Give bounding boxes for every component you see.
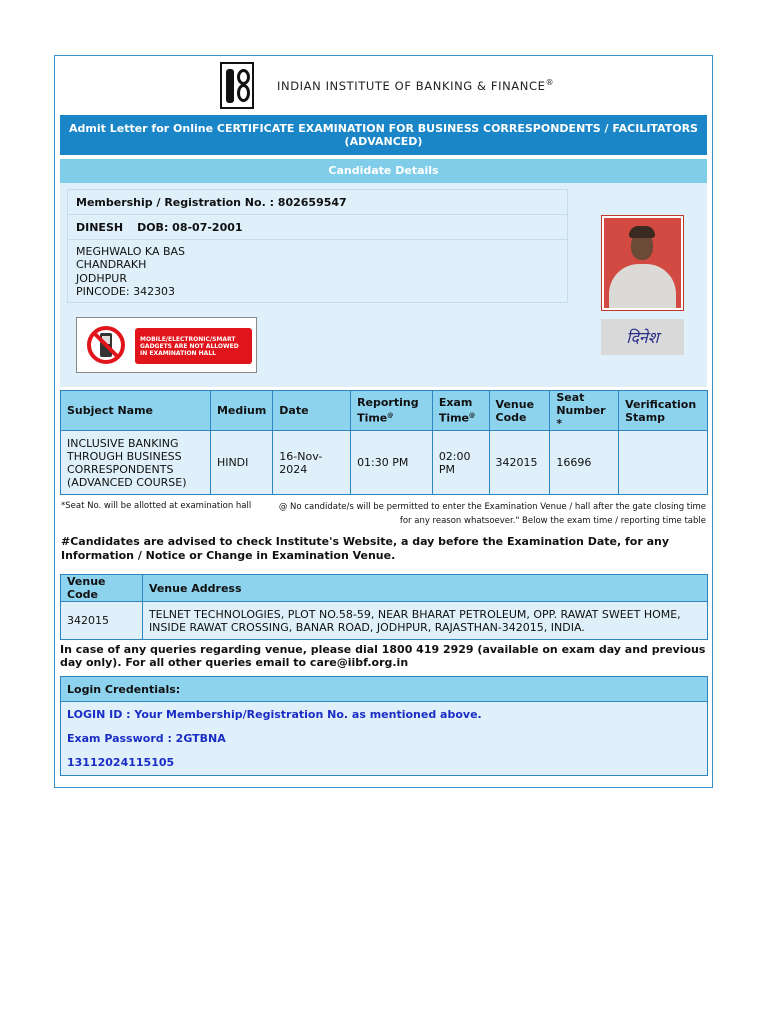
candidate-signature: दिनेश bbox=[601, 319, 684, 355]
subject-name-cell: INCLUSIVE BANKING THROUGH BUSINESS CORRESPONDENTS (ADVANCED COURSE) bbox=[61, 431, 211, 495]
candidate-panel bbox=[60, 159, 707, 387]
venue-code-cell: 342015 bbox=[61, 602, 143, 640]
gadget-warning-label: MOBILE/ELECTRONIC/SMART GADGETS ARE NOT ALLOWED IN EXAMINATION HALL bbox=[135, 328, 252, 364]
login-id: LOGIN ID : Your Membership/Registration No. as mentioned above. bbox=[61, 702, 707, 727]
col-subject-name: Subject Name bbox=[61, 391, 211, 431]
venue-code-cell: 342015 bbox=[489, 431, 550, 495]
exam-password: Exam Password : 2GTBNA bbox=[61, 726, 707, 751]
col-venue-code: Venue Code bbox=[489, 391, 550, 431]
medium-cell: HINDI bbox=[210, 431, 272, 495]
col-medium: Medium bbox=[210, 391, 272, 431]
gate-closing-note: @ No candidate/s will be permitted to enter the Examination Venue / hall after the gate closing time for any reason whatsoever." Below the exam time / reporting time table bbox=[278, 502, 706, 526]
seat-note: *Seat No. will be allotted at examination hall bbox=[61, 501, 252, 511]
queries-contact: In case of any queries regarding venue, please dial 1800 419 2929 (available on exam day and previous day only). For all other queries email to care@iibf.org.in bbox=[60, 643, 706, 669]
address-line: JODHPUR bbox=[76, 271, 127, 285]
table-row bbox=[61, 431, 708, 495]
candidate-name: DINESH bbox=[76, 221, 124, 234]
address-pincode: PINCODE: 342303 bbox=[76, 284, 176, 298]
col-verification-stamp: Verification Stamp bbox=[619, 391, 708, 431]
admit-letter-title: Admit Letter for Online CERTIFICATE EXAMINATION FOR BUSINESS CORRESPONDENTS / FACILITATORS (ADVANCED) bbox=[60, 115, 707, 155]
login-credentials-title: Login Credentials: bbox=[61, 677, 707, 702]
website-advice: #Candidates are advised to check Institute's Website, a day before the Examination Date, for any Information / Notice or Change in Examination Venue. bbox=[61, 535, 670, 562]
col-seat-number: Seat Number * bbox=[550, 391, 619, 431]
address-line: MEGHWALO KA BAS bbox=[76, 245, 186, 258]
iibf-logo-icon bbox=[220, 62, 254, 109]
col-reporting-time: Reporting Time@ bbox=[351, 391, 433, 431]
table-row bbox=[61, 602, 708, 640]
verification-stamp-cell bbox=[619, 431, 708, 495]
table-header-row bbox=[61, 391, 708, 431]
registration-number: Membership / Registration No. : 802659547 bbox=[68, 190, 567, 215]
candidate-photo bbox=[601, 215, 684, 311]
reference-code: 13112024115105 bbox=[61, 750, 707, 775]
address-line: CHANDRAKH bbox=[76, 258, 147, 272]
candidate-info-box bbox=[67, 189, 568, 303]
candidate-details-heading: Candidate Details bbox=[60, 159, 707, 183]
col-exam-time: Exam Time@ bbox=[432, 391, 489, 431]
header bbox=[220, 62, 555, 110]
candidate-name-row bbox=[68, 215, 567, 240]
no-gadgets-notice bbox=[76, 317, 257, 373]
col-venue-address: Venue Address bbox=[142, 575, 707, 602]
date-cell: 16-Nov-2024 bbox=[273, 431, 351, 495]
reporting-time-cell: 01:30 PM bbox=[351, 431, 433, 495]
candidate-address bbox=[68, 240, 567, 302]
institute-name: INDIAN INSTITUTE OF BANKING & FINANCE® bbox=[277, 78, 555, 93]
registered-mark: ® bbox=[545, 78, 555, 87]
exam-time-cell: 02:00 PM bbox=[432, 431, 489, 495]
col-date: Date bbox=[273, 391, 351, 431]
seat-number-cell: 16696 bbox=[550, 431, 619, 495]
exam-schedule-table bbox=[60, 390, 708, 495]
venue-table bbox=[60, 574, 708, 640]
candidate-dob: DOB: 08-07-2001 bbox=[137, 221, 243, 234]
no-mobile-icon bbox=[85, 324, 127, 366]
login-credentials-box bbox=[60, 676, 708, 776]
venue-header-row bbox=[61, 575, 708, 602]
venue-address-cell: TELNET TECHNOLOGIES, PLOT NO.58-59, NEAR BHARAT PETROLEUM, OPP. RAWAT SWEET HOME, INSIDE RAWAT CROSSING, BANAR ROAD, JODHPUR, RAJASTHAN-342015, INDIA. bbox=[142, 602, 707, 640]
col-venue-code: Venue Code bbox=[61, 575, 143, 602]
